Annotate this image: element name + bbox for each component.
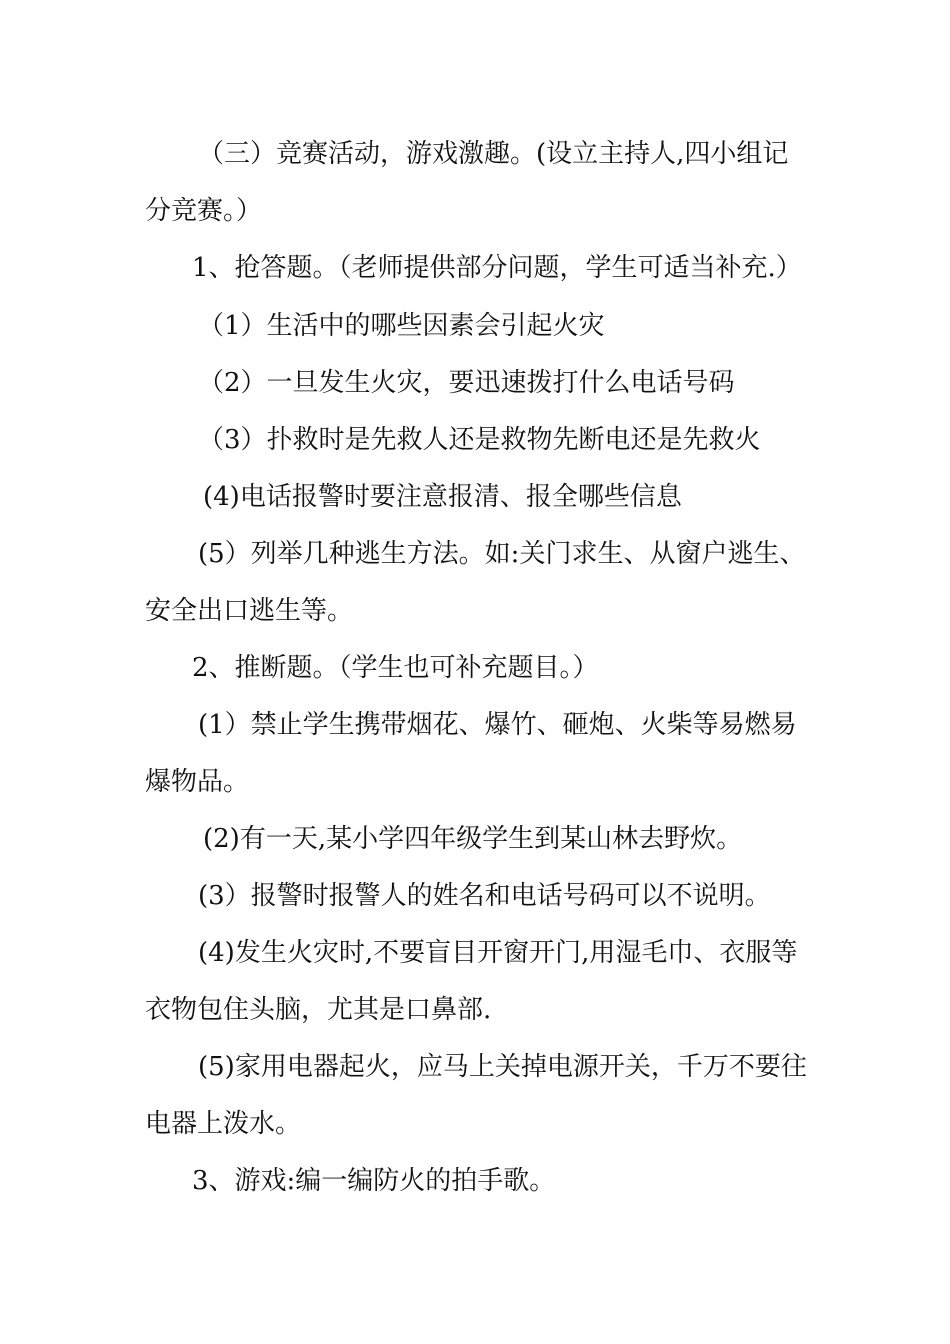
statement-3: (3）报警时报警人的姓名和电话号码可以不说明。: [198, 881, 771, 911]
question-5: (5）列举几种逃生方法。如:关门求生、从窗户逃生、: [198, 539, 806, 569]
item-heading-quick-answer: 1、抢答题。（老师提供部分问题，学生可适当补充.）: [192, 253, 802, 283]
question-3: （3）扑救时是先救人还是救物先断电还是先救火: [198, 425, 761, 455]
statement-5: (5)家用电器起火，应马上关掉电源开关，千万不要往: [198, 1052, 807, 1082]
question-4: (4)电话报警时要注意报清、报全哪些信息: [203, 482, 682, 512]
statement-1-continuation: 爆物品。: [145, 767, 250, 797]
heading-section-three: （三）竞赛活动，游戏激趣。(设立主持人,四小组记: [198, 139, 789, 169]
statement-5-continuation: 电器上泼水。: [145, 1109, 302, 1139]
question-1: （1）生活中的哪些因素会引起火灾: [198, 311, 605, 341]
statement-1: (1）禁止学生携带烟花、爆竹、砸炮、火柴等易燃易: [198, 710, 797, 740]
statement-4-continuation: 衣物包住头脑，尤其是口鼻部.: [145, 995, 492, 1025]
statement-4: (4)发生火灾时,不要盲目开窗开门,用湿毛巾、衣服等: [198, 938, 798, 968]
item-heading-game: 3、游戏:编一编防火的拍手歌。: [192, 1166, 556, 1196]
paragraph-continuation: 分竞赛。）: [145, 196, 263, 226]
question-5-continuation: 安全出口逃生等。: [145, 596, 354, 626]
question-2: （2）一旦发生火灾，要迅速拨打什么电话号码: [198, 368, 735, 398]
item-heading-judgment: 2、推断题。（学生也可补充题目。）: [192, 653, 599, 683]
statement-2: (2)有一天,某小学四年级学生到某山林去野炊。: [203, 824, 743, 854]
